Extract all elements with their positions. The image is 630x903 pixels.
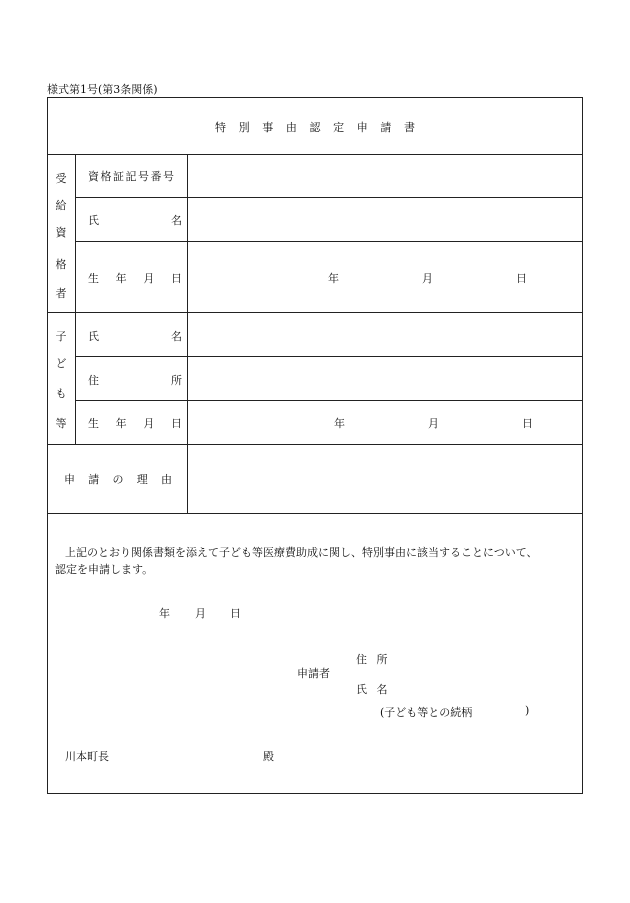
- page: 様式第1号(第3条関係) 特 別 事 由 認 定 申 請 書 受 給 資 格 者 資格証記号番号 氏 名 生 年 月 日 年 月 日 子 ど も 等 氏 名 住 所 生 年 月 日 年 月 日 申 請 の 理 由 上記のとおり関係書類を添えて子ども等医療費助成に関し、特別事由に該当することについて、 認定を申請します。 年 月 日 申請者 住 所 氏 名 (子ども等との続柄 ) 川本町長 殿: [0, 0, 630, 903]
- recipient-name-field[interactable]: [188, 198, 582, 241]
- divider: [47, 513, 583, 514]
- date-year-unit: 年: [159, 607, 170, 620]
- divider: [75, 154, 76, 444]
- addressee: 川本町長: [65, 750, 109, 763]
- cert-number-label: 資格証記号番号: [88, 170, 176, 183]
- applicant-label: 申請者: [297, 667, 330, 680]
- year-unit: 年: [334, 417, 345, 430]
- relation-close: ): [525, 704, 530, 717]
- child-birthdate-label: 生 年 月 日: [88, 417, 182, 430]
- year-unit: 年: [328, 272, 339, 285]
- recipient-name-label: 氏 名: [88, 214, 182, 227]
- day-unit: 日: [522, 417, 533, 430]
- statement-line-1: 上記のとおり関係書類を添えて子ども等医療費助成に関し、特別事由に該当することについて、: [65, 546, 538, 559]
- child-address-field[interactable]: [188, 357, 582, 400]
- child-name-label: 氏 名: [88, 330, 182, 343]
- applicant-name-label: 氏 名: [356, 683, 388, 696]
- applicant-address-field[interactable]: [392, 648, 572, 666]
- statement-line-2: 認定を申請します。: [55, 563, 154, 576]
- reason-field[interactable]: [188, 445, 582, 513]
- form-reference: 様式第1号(第3条関係): [47, 83, 158, 96]
- date-month-unit: 月: [195, 607, 206, 620]
- relation-open: (子ども等との続柄: [380, 706, 473, 719]
- applicant-address-label: 住 所: [356, 653, 388, 666]
- date-day-unit: 日: [230, 607, 241, 620]
- recipient-birthdate-label: 生 年 月 日: [88, 272, 182, 285]
- recipient-cert-number-field[interactable]: [188, 155, 582, 197]
- month-unit: 月: [422, 272, 433, 285]
- relation-field[interactable]: [480, 701, 524, 719]
- honorific: 殿: [263, 750, 274, 763]
- child-name-field[interactable]: [188, 313, 582, 356]
- form-title: 特 別 事 由 認 定 申 請 書: [215, 121, 415, 134]
- applicant-name-field[interactable]: [392, 678, 572, 696]
- day-unit: 日: [516, 272, 527, 285]
- reason-label: 申 請 の 理 由: [64, 473, 172, 486]
- child-address-label: 住 所: [88, 374, 182, 387]
- month-unit: 月: [428, 417, 439, 430]
